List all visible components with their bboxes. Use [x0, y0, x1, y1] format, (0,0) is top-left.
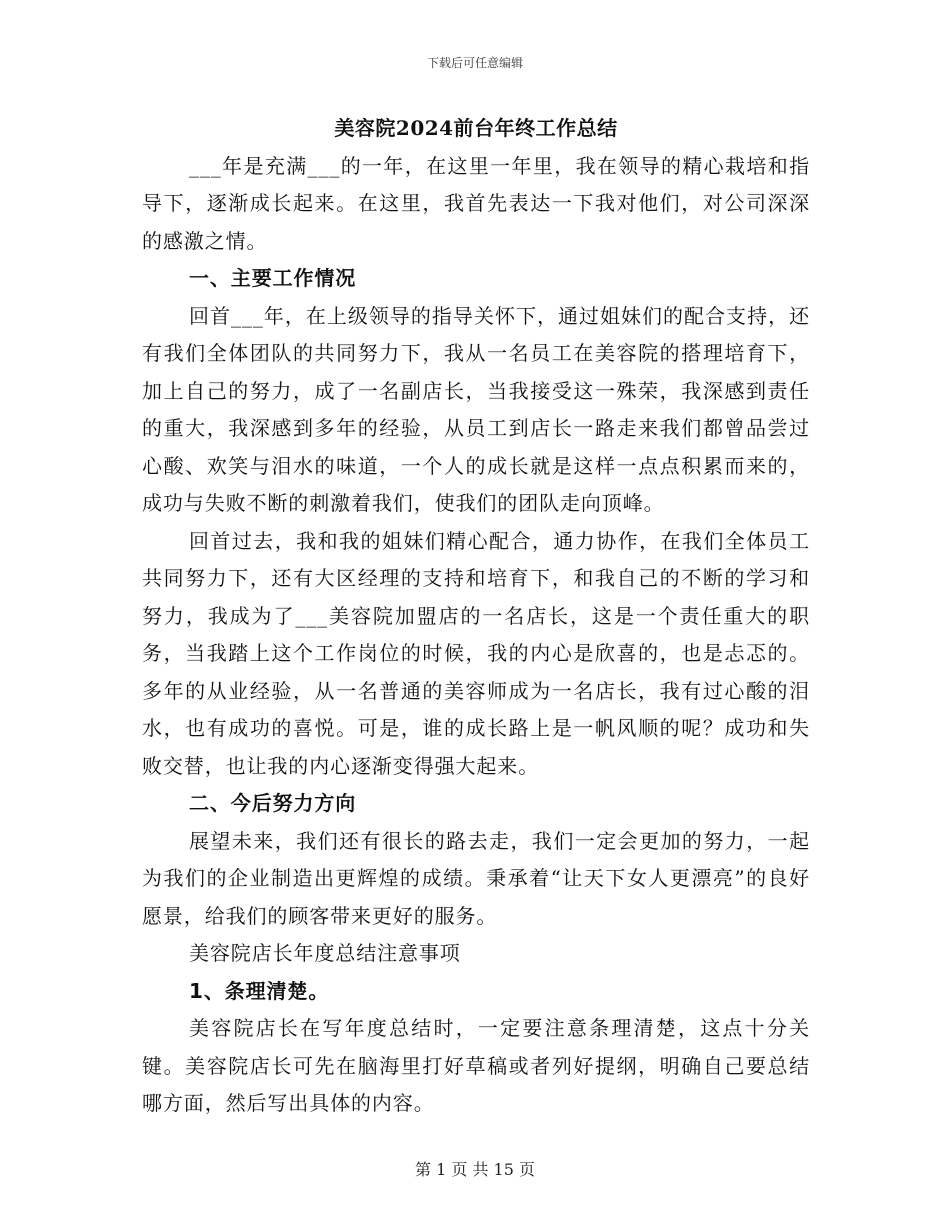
paragraph: 美容院店长在写年度总结时，一定要注意条理清楚，这点十分关键。美容院店长可先在脑海里打好草稿或者列好提纲，明确自己要总结哪方面，然后写出具体的内容。 — [142, 1016, 810, 1115]
notes-item-heading: 1、条理清楚。 — [189, 978, 330, 1003]
notes-title: 美容院店长年度总结注意事项 — [189, 941, 461, 965]
intro-paragraph: ___年是充满___的一年，在这里一年里，我在领导的精心栽培和指导下，逐渐成长起来。在这里，我首先表达一下我对他们，对公司深深的感激之情。 — [142, 153, 810, 253]
paragraph: 回首___年，在上级领导的指导关怀下，通过姐妹们的配合支持，还有我们全体团队的共同努力下，我从一名员工在美容院的搭理培育下，加上自己的努力，成了一名副店长，当我接受这一殊荣，我深感到责任的重大，我深感到多年的经验，从员工到店长一路走来我们都曾品尝过心酸、欢笑与泪水的味道，一个人的成长就是这样一点点积累而来的，成功与失败不断的刺激着我们，使我们的团队走向顶峰。 — [142, 303, 810, 515]
page-number: 第 1 页 共 15 页 — [415, 1160, 535, 1179]
paragraph: 展望未来，我们还有很长的路去走，我们一定会更加的努力，一起为我们的企业制造出更辉煌的成绩。秉承着“让天下女人更漂亮”的良好愿景，给我们的顾客带来更好的服务。 — [142, 828, 810, 928]
section-heading-future-direction: 二、今后努力方向 — [189, 791, 357, 815]
paragraph: 回首过去，我和我的姐妹们精心配合，通力协作，在我们全体员工共同努力下，还有大区经理的支持和培育下，和我自己的不断的学习和努力，我成为了___美容院加盟店的一名店长，这是一个责任重大的职务，当我踏上这个工作岗位的时候，我的内心是欣喜的，也是忐忑的。多年的从业经验，从一名普通的美容师成为一名店长，我有过心酸的泪水，也有成功的喜悦。可是，谁的成长路上是一帆风顺的呢？成功和失败交替，也让我的内心逐渐变得强大起来。 — [142, 528, 810, 778]
section-heading-main-work: 一、主要工作情况 — [189, 266, 357, 290]
page-header: 下载后可任意编辑 — [426, 56, 523, 70]
document-body — [142, 110, 810, 1123]
document-title: 美容院2024前台年终工作总结 — [334, 116, 618, 140]
